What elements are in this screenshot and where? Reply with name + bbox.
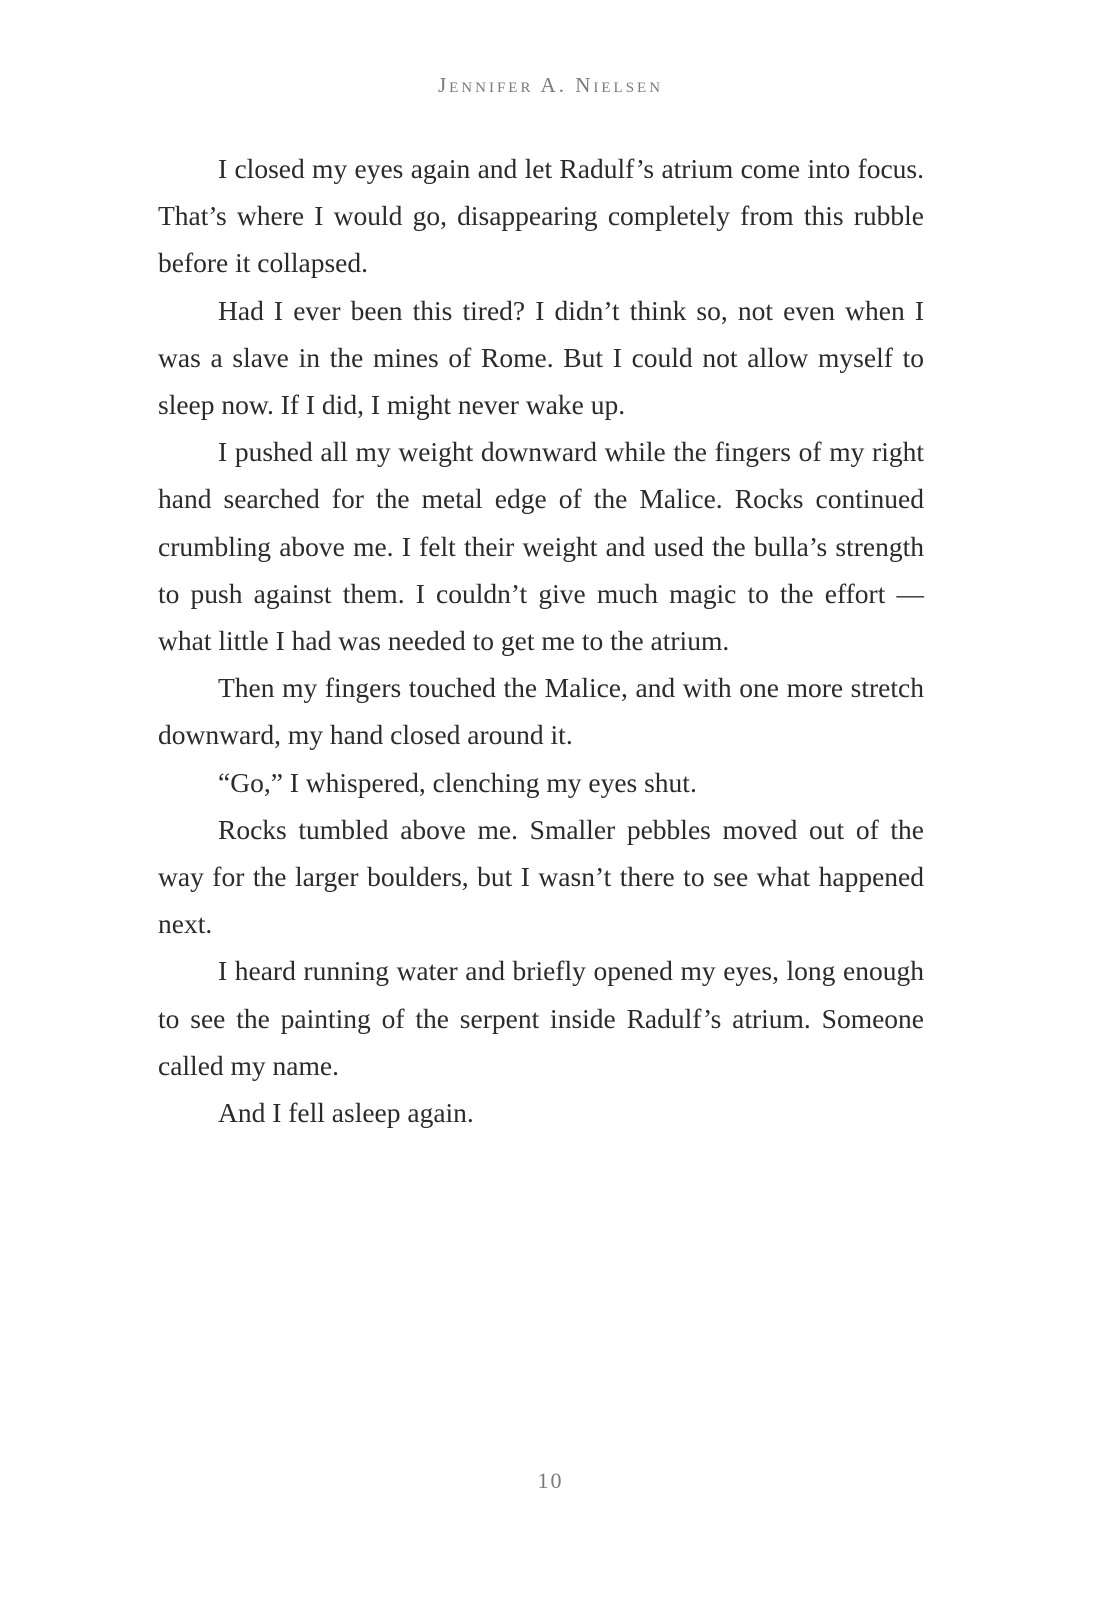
paragraph: I closed my eyes again and let Radulf’s atrium come into focus. That’s where I would go, disappearing completely from this rubble before it collapsed.: [158, 153, 924, 279]
paragraph: Had I ever been this tired? I didn’t think so, not even when I was a slave in the mines of Rome. But I could not allow myself to sleep now. If I did, I might never wake up.: [158, 294, 924, 421]
paragraph: I pushed all my weight downward while the fingers of my right hand searched for the metal edge of the Malice. Rocks continued crumbling above me. I felt their weight and used the bulla’s strength to push against them. I couldn’t give much magic to the effort — what little I had was needed to get me to the atrium.: [158, 436, 924, 657]
paragraph: “Go,” I whispered, clenching my eyes shut.: [218, 766, 697, 798]
body-text: [158, 145, 924, 1136]
page-number: 10: [537, 1468, 564, 1493]
paragraph: I heard running water and briefly opened my eyes, long enough to see the painting of the serpent inside Radulf’s atrium. Someone called my name.: [158, 955, 924, 1081]
paragraph: Then my fingers touched the Malice, and with one more stretch downward, my hand closed around it.: [158, 672, 924, 751]
paragraph: Rocks tumbled above me. Smaller pebbles moved out of the way for the larger boulders, but I wasn’t there to see what happened next.: [158, 813, 924, 940]
running-head-author: Jennifer A. Nielsen: [437, 73, 664, 97]
paragraph: And I fell asleep again.: [218, 1097, 474, 1129]
